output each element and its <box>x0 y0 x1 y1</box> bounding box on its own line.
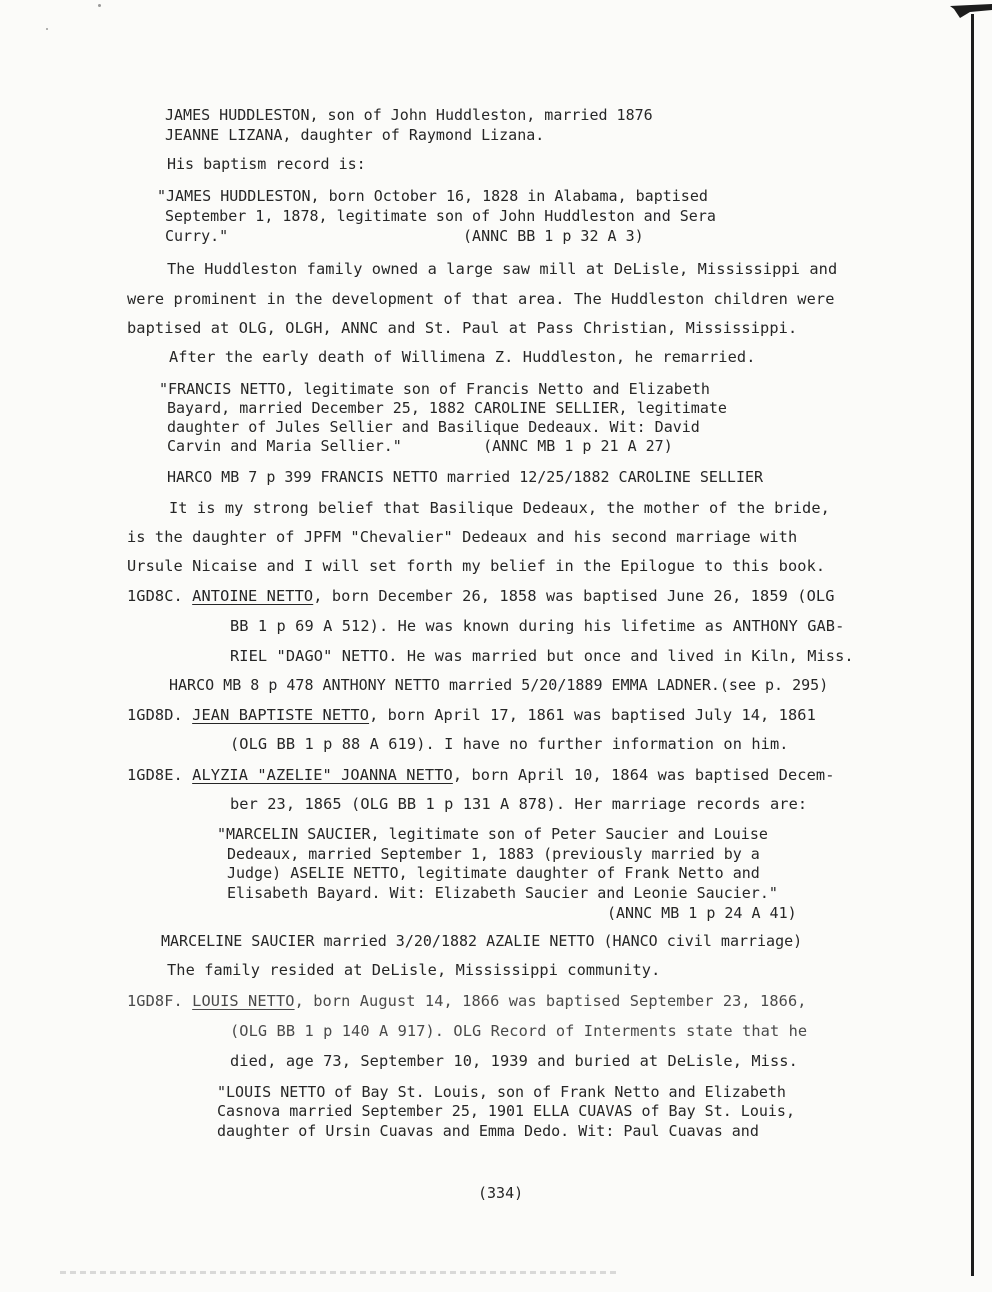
text-line: , born August 14, 1866 was baptised September 23, 1866, <box>294 992 807 1010</box>
text-line: JAMES HUDDLESTON, son of John Huddleston, married 1876 <box>165 106 653 124</box>
text-line: daughter of Ursin Cuavas and Emma Dedo. Wit: Paul Cuavas and <box>217 1122 759 1140</box>
scan-fleck <box>46 28 48 30</box>
text-line: The family resided at DeLisle, Mississippi community. <box>167 961 661 979</box>
text-line: Dedeaux, married September 1, 1883 (previously married by a <box>227 845 760 863</box>
text-line: (OLG BB 1 p 88 A 619). I have no further information on him. <box>230 735 789 753</box>
text-line: , born December 26, 1858 was baptised June 26, 1859 (OLG <box>313 587 835 605</box>
entry-1gd8f <box>127 992 807 1010</box>
text-line: His baptism record is: <box>167 155 366 173</box>
text-line: HARCO MB 7 p 399 FRANCIS NETTO married 12/25/1882 CAROLINE SELLIER <box>167 468 764 486</box>
text-line: RIEL "DAGO" NETTO. He was married but once and lived in Kiln, Miss. <box>230 647 854 665</box>
text-line: After the early death of Willimena Z. Huddleston, he remarried. <box>169 348 756 366</box>
entry-1gd8c <box>127 587 835 605</box>
text-line: , born April 17, 1861 was baptised July 14, 1861 <box>369 706 816 724</box>
text-line: JEANNE LIZANA, daughter of Raymond Lizana. <box>165 126 545 144</box>
scan-smudge <box>60 1271 620 1274</box>
text-line: died, age 73, September 10, 1939 and buried at DeLisle, Miss. <box>230 1052 798 1070</box>
entry-1gd8d <box>127 706 816 724</box>
text-line: Elisabeth Bayard. Wit: Elizabeth Saucier and Leonie Saucier." <box>227 884 778 902</box>
text-line: Carvin and Maria Sellier." (ANNC MB 1 p 21 A 27) <box>167 437 673 455</box>
text-line: BB 1 p 69 A 512). He was known during his lifetime as ANTHONY GAB- <box>230 617 845 635</box>
entry-name: ANTOINE NETTO <box>192 587 314 605</box>
page-number: (334) <box>478 1184 524 1202</box>
text-line: "LOUIS NETTO of Bay St. Louis, son of Frank Netto and Elizabeth <box>217 1083 786 1101</box>
text-line: HARCO MB 8 p 478 ANTHONY NETTO married 5/20/1889 EMMA LADNER.(see p. 295) <box>169 676 829 694</box>
entry-name: JEAN BAPTISTE NETTO <box>192 706 370 724</box>
entry-name: LOUIS NETTO <box>192 992 295 1010</box>
entry-1gd8e <box>127 766 835 784</box>
text-line: (ANNC MB 1 p 24 A 41) <box>607 904 797 922</box>
entry-code: 1GD8D. <box>127 706 183 724</box>
text-line: were prominent in the development of that area. The Huddleston children were <box>127 290 835 308</box>
text-line: "FRANCIS NETTO, legitimate son of Francis Netto and Elizabeth <box>159 380 710 398</box>
text-line: Casnova married September 25, 1901 ELLA CUAVAS of Bay St. Louis, <box>217 1102 795 1120</box>
text-line: (OLG BB 1 p 140 A 917). OLG Record of Interments state that he <box>230 1022 808 1040</box>
text-line: Judge) ASELIE NETTO, legitimate daughter of Frank Netto and <box>227 864 760 882</box>
text-line: Bayard, married December 25, 1882 CAROLINE SELLIER, legitimate <box>167 399 727 417</box>
text-line: Ursule Nicaise and I will set forth my belief in the Epilogue to this book. <box>127 557 826 575</box>
text-line: The Huddleston family owned a large saw mill at DeLisle, Mississippi and <box>167 260 838 278</box>
text-line: baptised at OLG, OLGH, ANNC and St. Paul at Pass Christian, Mississippi. <box>127 319 798 337</box>
scan-edge-bar <box>971 14 974 1276</box>
text-line: "JAMES HUDDLESTON, born October 16, 1828 in Alabama, baptised <box>157 187 708 205</box>
text-line: MARCELINE SAUCIER married 3/20/1882 AZALIE NETTO (HANCO civil marriage) <box>161 932 803 950</box>
scan-fleck <box>98 4 101 7</box>
text-line: September 1, 1878, legitimate son of John Huddleston and Sera <box>165 207 716 225</box>
entry-code: 1GD8C. <box>127 587 183 605</box>
text-line: , born April 10, 1864 was baptised Decem- <box>452 766 835 784</box>
entry-code: 1GD8E. <box>127 766 183 784</box>
text-line: Curry." (ANNC BB 1 p 32 A 3) <box>165 227 644 245</box>
text-line: is the daughter of JPFM "Chevalier" Dedeaux and his second marriage with <box>127 528 798 546</box>
text-line: "MARCELIN SAUCIER, legitimate son of Peter Saucier and Louise <box>217 825 768 843</box>
text-line: It is my strong belief that Basilique Dedeaux, the mother of the bride, <box>169 499 830 517</box>
text-line: daughter of Jules Sellier and Basilique Dedeaux. Wit: David <box>167 418 700 436</box>
entry-name: ALYZIA "AZELIE" JOANNA NETTO <box>192 766 453 784</box>
entry-code: 1GD8F. <box>127 992 183 1010</box>
text-line: ber 23, 1865 (OLG BB 1 p 131 A 878). Her marriage records are: <box>230 795 808 813</box>
